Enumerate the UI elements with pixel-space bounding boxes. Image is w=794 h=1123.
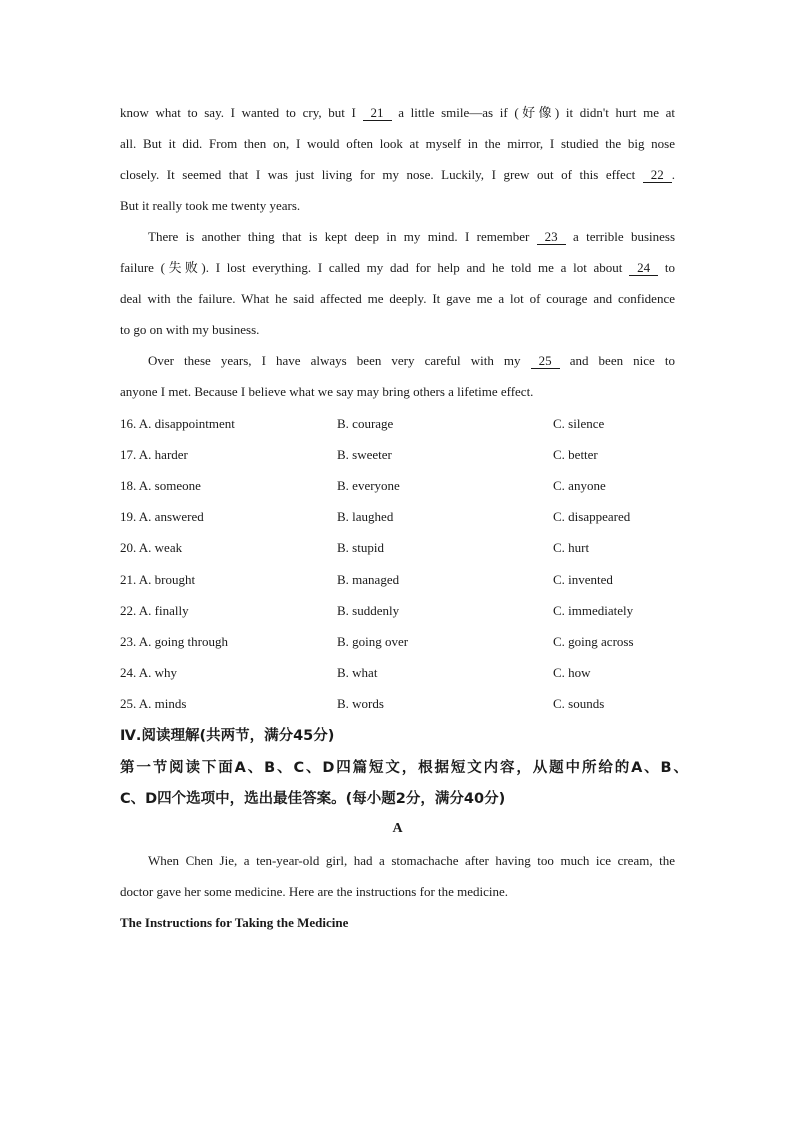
passage-line: all. But it did. From then on, I would often look at myself in the mirror, I studied the big nose bbox=[120, 136, 675, 151]
passage-line: deal with the failure. What he said affected me deeply. It gave me a lot of courage and confidence bbox=[120, 291, 675, 306]
option-a: 20. A. weak bbox=[120, 540, 183, 555]
blank-25: 25 bbox=[531, 354, 560, 369]
option-a: 19. A. answered bbox=[120, 509, 204, 524]
passage-text: . bbox=[671, 167, 676, 182]
passage-text: know what to say. I wanted to cry, but I bbox=[120, 105, 356, 120]
passage-label: A bbox=[392, 821, 403, 836]
option-c: C. immediately bbox=[553, 603, 634, 618]
passage-text: There is another thing that is kept deep in my mind. I remember bbox=[148, 229, 530, 244]
reading-line: doctor gave her some medicine. Here are the instructions for the medicine. bbox=[120, 884, 509, 899]
option-a: 17. A. harder bbox=[120, 447, 188, 462]
passage-line bbox=[120, 167, 675, 183]
option-c: C. sounds bbox=[553, 696, 605, 711]
passage-line: anyone I met. Because I believe what we say may bring others a lifetime effect. bbox=[120, 384, 534, 399]
option-b: B. laughed bbox=[337, 509, 394, 524]
option-b: B. courage bbox=[337, 416, 394, 431]
option-c: C. silence bbox=[553, 416, 605, 431]
option-b: B. stupid bbox=[337, 540, 384, 555]
option-c: C. how bbox=[553, 665, 591, 680]
option-b: B. sweeter bbox=[337, 447, 392, 462]
option-b: B. going over bbox=[337, 634, 409, 649]
option-b: B. suddenly bbox=[337, 603, 400, 618]
option-c: C. hurt bbox=[553, 540, 590, 555]
option-a: 16. A. disappointment bbox=[120, 416, 235, 431]
blank-23: 23 bbox=[537, 230, 566, 245]
section-instruction: 第一节阅读下面A、B、C、D四篇短文，根据短文内容，从题中所给的A、B、 bbox=[120, 760, 688, 776]
option-a: 22. A. finally bbox=[120, 603, 189, 618]
blank-22: 22 bbox=[643, 168, 672, 183]
passage-line: to go on with my business. bbox=[120, 322, 260, 337]
passage-line bbox=[148, 229, 675, 245]
passage-line bbox=[148, 353, 675, 369]
blank-24: 24 bbox=[629, 261, 658, 276]
option-a: 24. A. why bbox=[120, 665, 178, 680]
option-c: C. disappeared bbox=[553, 509, 631, 524]
passage-text: closely. It seemed that I was just living for my nose. Luckily, I grew out of this effect bbox=[120, 167, 636, 182]
passage-line: But it really took me twenty years. bbox=[120, 198, 301, 213]
passage-line bbox=[120, 260, 675, 276]
option-c: C. going across bbox=[553, 634, 634, 649]
passage-text: and been nice to bbox=[569, 353, 676, 368]
option-a: 23. A. going through bbox=[120, 634, 228, 649]
option-a: 25. A. minds bbox=[120, 696, 187, 711]
section-heading: Ⅳ.阅读理解(共两节，满分45分) bbox=[120, 728, 335, 744]
passage-text: failure (失败). I lost everything. I called my dad for help and he told me a lot about bbox=[120, 260, 623, 275]
option-b: B. everyone bbox=[337, 478, 400, 493]
reading-line: When Chen Jie, a ten-year-old girl, had a stomachache after having too much ice cream, the bbox=[148, 853, 675, 868]
option-b: B. what bbox=[337, 665, 378, 680]
option-b: B. words bbox=[337, 696, 384, 711]
passage-text: to bbox=[664, 260, 676, 275]
passage-text: a terrible business bbox=[573, 229, 676, 244]
passage-text: Over these years, I have always been very careful with my bbox=[148, 353, 521, 368]
option-a: 21. A. brought bbox=[120, 572, 196, 587]
blank-21: 21 bbox=[363, 106, 392, 121]
option-c: C. anyone bbox=[553, 478, 606, 493]
option-c: C. invented bbox=[553, 572, 613, 587]
instructions-title: The Instructions for Taking the Medicine bbox=[120, 915, 349, 930]
option-c: C. better bbox=[553, 447, 598, 462]
option-b: B. managed bbox=[337, 572, 400, 587]
option-a: 18. A. someone bbox=[120, 478, 201, 493]
section-instruction: C、D四个选项中，选出最佳答案。(每小题2分，满分40分) bbox=[120, 791, 506, 807]
passage-line bbox=[120, 105, 675, 121]
passage-text: a little smile—as if (好像) it didn't hurt me at bbox=[398, 105, 676, 120]
